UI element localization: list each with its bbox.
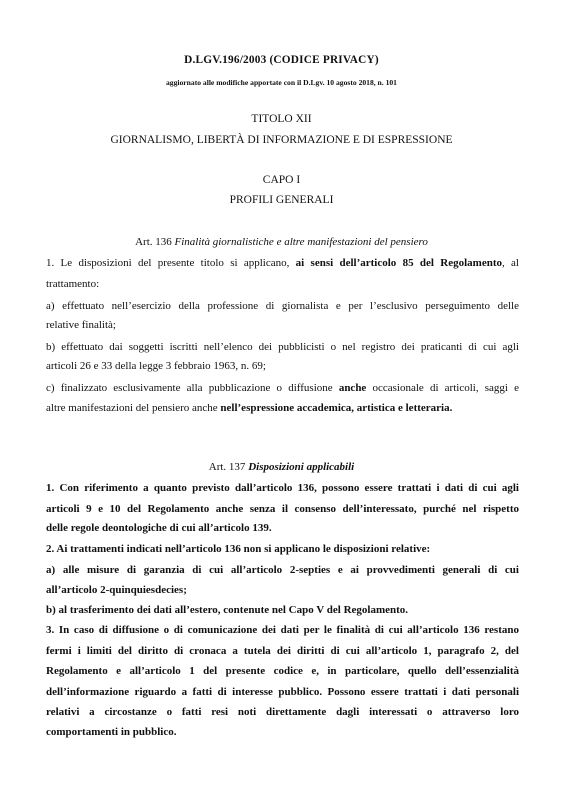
art136-heading [0,234,563,251]
art137-p3-line2: fermi i limiti del diritto di cronaca a tutela dei diritti di cui all’articolo 1, paragrafo 2, del [46,645,519,657]
titolo-name: GIORNALISMO, LIBERTÀ DI INFORMAZIONE E DI ESPRESSIONE [110,134,453,146]
art137-item-a-line2: all’articolo 2-quinquiesdecies; [46,584,187,596]
art136-p1-line1: 1. Le disposizioni del presente titolo si applicano, ai sensi dell’articolo 85 del Regolamento, al [46,257,519,269]
art136-item-c-line2: altre manifestazioni del pensiero anche nell’espressione accademica, artistica e letteraria. [46,402,453,414]
art137-title: Disposizioni applicabili [248,461,355,473]
art137-label: Art. 137 [208,461,246,473]
capo-number: CAPO I [262,174,301,186]
art137-item-a-line1: a) alle misure di garanzia di cui all’articolo 2-septies e ai provvedimenti generali di cui [46,564,519,576]
art136-item-b-line1: b) effettuato dai soggetti iscritti nell’elenco dei pubblicisti o nel registro dei praticanti di cui agli [46,341,519,353]
art137-heading [0,459,563,476]
titolo-number: TITOLO XII [251,113,312,125]
art137-p3-line3: Regolamento e all’articolo 1 del presente codice e, in particolare, quello dell’essenzialità [46,665,519,677]
document-subtitle: aggiornato alle modifiche apportate con il D.Lgv. 10 agosto 2018, n. 101 [166,78,397,87]
art136-item-a-line2: relative finalità; [46,319,116,331]
art137-p3-line5: relativi a circostanze o fatti resi noti direttamente dagli interessati o attraverso loro [46,706,519,718]
art136-item-c-line1: c) finalizzato esclusivamente alla pubblicazione o diffusione anche occasionale di articoli, saggi e [46,382,520,394]
capo-name: PROFILI GENERALI [229,194,334,206]
art137-p1-line1: 1. Con riferimento a quanto previsto dall’articolo 136, possono essere trattati i dati di cui agli [46,482,519,494]
art136-item-a-line1: a) effettuato nell’esercizio della professione di giornalista e per l’esclusivo perseguimento delle [46,300,519,312]
art136-p1-line2: trattamento: [46,278,100,290]
art136-label: Art. 136 [135,236,172,248]
art137-item-b: b) al trasferimento dei dati all’estero, contenute nel Capo V del Regolamento. [46,604,409,616]
art137-p3-line4: dell’informazione riguardo a fatti di interesse pubblico. Possono essere trattati i dati personali [46,686,519,698]
art136-title: Finalità giornalistiche e altre manifestazioni del pensiero [174,236,428,248]
art137-p2: 2. Ai trattamenti indicati nell’articolo 136 non si applicano le disposizioni relative: [46,543,431,555]
art137-p3-line6: comportamenti in pubblico. [46,726,177,738]
art137-p3-line1: 3. In caso di diffusione o di comunicazione dei dati per le finalità di cui all’articolo 136 restano [46,624,519,636]
art137-p1-line2: articoli 9 e 10 del Regolamento anche senza il consenso dell’interessato, purché nel rispetto [46,503,519,515]
art136-item-b-line2: articoli 26 e 33 della legge 3 febbraio 1963, n. 69; [46,360,266,372]
document-title: D.LGV.196/2003 (CODICE PRIVACY) [184,54,379,66]
art137-p1-line3: delle regole deontologiche di cui all’articolo 139. [46,522,272,534]
